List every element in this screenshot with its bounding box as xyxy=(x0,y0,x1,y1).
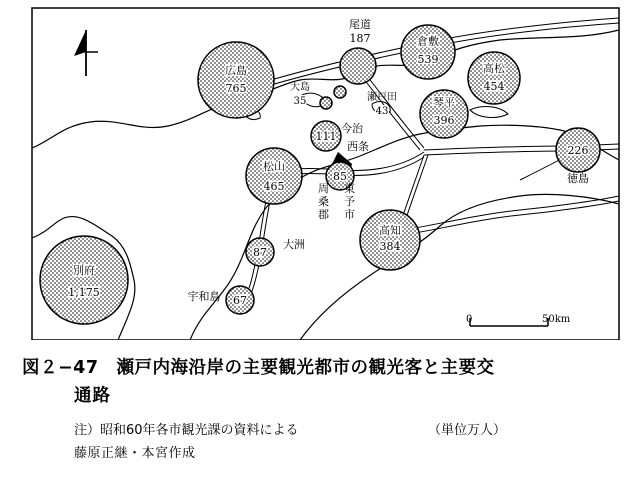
city-circle xyxy=(340,48,376,84)
authors: 藤原正継・本宮作成 xyxy=(74,446,196,461)
city-value: 384 xyxy=(379,240,401,253)
city-value: 765 xyxy=(225,82,247,95)
city-circle xyxy=(246,148,302,204)
city-value: 1,175 xyxy=(68,286,100,299)
city-circle xyxy=(320,97,332,109)
city-name: 松山 xyxy=(263,160,285,173)
svg-text:予: 予 xyxy=(344,195,355,208)
svg-text:桑: 桑 xyxy=(318,195,329,208)
city-marker xyxy=(340,18,376,84)
city-marker xyxy=(246,237,305,266)
svg-text:0: 0 xyxy=(466,314,473,325)
city-circle xyxy=(334,86,346,98)
city-value: 396 xyxy=(433,114,455,127)
shuso-gun-label xyxy=(318,182,329,221)
toyo-shi-label xyxy=(344,182,355,221)
island xyxy=(470,107,508,118)
city-value: 539 xyxy=(417,53,439,66)
city-marker xyxy=(360,210,420,270)
city-name: 尾道 xyxy=(349,18,371,31)
city-name: 今治 xyxy=(341,122,363,135)
city-value: 85 xyxy=(333,170,347,183)
city-value: 454 xyxy=(483,80,505,93)
city-value: 187 xyxy=(349,32,371,45)
city-marker xyxy=(246,148,302,204)
figure-title-line2: 通路 xyxy=(74,386,111,406)
city-name: 倉敷 xyxy=(417,35,439,48)
city-name: 瀬戸田 xyxy=(367,92,397,103)
city-name: 琴平 xyxy=(433,96,455,109)
city-value: 43 xyxy=(375,106,389,117)
city-marker xyxy=(468,52,520,104)
source-note: 注）昭和60年各市観光課の資料による xyxy=(74,423,299,438)
city-circle xyxy=(401,25,455,79)
city-value: 35 xyxy=(293,96,307,107)
city-marker xyxy=(401,25,455,79)
city-circle xyxy=(198,42,274,118)
city-circle xyxy=(40,236,128,324)
figure-title xyxy=(22,354,495,379)
city-name: 別府 xyxy=(73,264,95,277)
city-value: 111 xyxy=(315,130,337,143)
city-value: 465 xyxy=(263,180,285,193)
city-marker xyxy=(420,90,468,138)
svg-text:東: 東 xyxy=(344,182,355,195)
city-marker xyxy=(188,286,255,314)
scale-bar xyxy=(466,314,571,326)
city-value: 67 xyxy=(233,294,247,307)
north-arrow-icon xyxy=(74,30,98,76)
city-name: 大洲 xyxy=(283,238,305,251)
figure-title-line1: 瀬戸内海沿岸の主要観光都市の観光客と主要交 xyxy=(116,358,495,378)
city-circle xyxy=(468,52,520,104)
svg-text:50km: 50km xyxy=(542,314,571,325)
city-name: 西条 xyxy=(347,140,369,153)
city-marker xyxy=(556,128,600,185)
city-name: 徳島 xyxy=(567,172,589,185)
city-value: 87 xyxy=(253,246,267,259)
unit-note: （単位万人） xyxy=(428,423,507,438)
city-value: 226 xyxy=(567,144,589,157)
city-name: 宇和島 xyxy=(187,290,221,303)
city-marker xyxy=(290,80,332,109)
city-marker xyxy=(198,42,274,118)
svg-text:市: 市 xyxy=(344,208,355,221)
city-marker xyxy=(334,86,397,117)
city-name: 高知 xyxy=(379,224,401,237)
city-name: 大島 xyxy=(290,82,310,93)
city-name: 広島 xyxy=(225,64,247,77)
figure-number: 図２−47 xyxy=(22,358,99,378)
city-name: 高松 xyxy=(483,62,505,75)
svg-text:周: 周 xyxy=(318,182,329,195)
city-marker xyxy=(40,236,128,324)
svg-text:郡: 郡 xyxy=(318,208,329,221)
